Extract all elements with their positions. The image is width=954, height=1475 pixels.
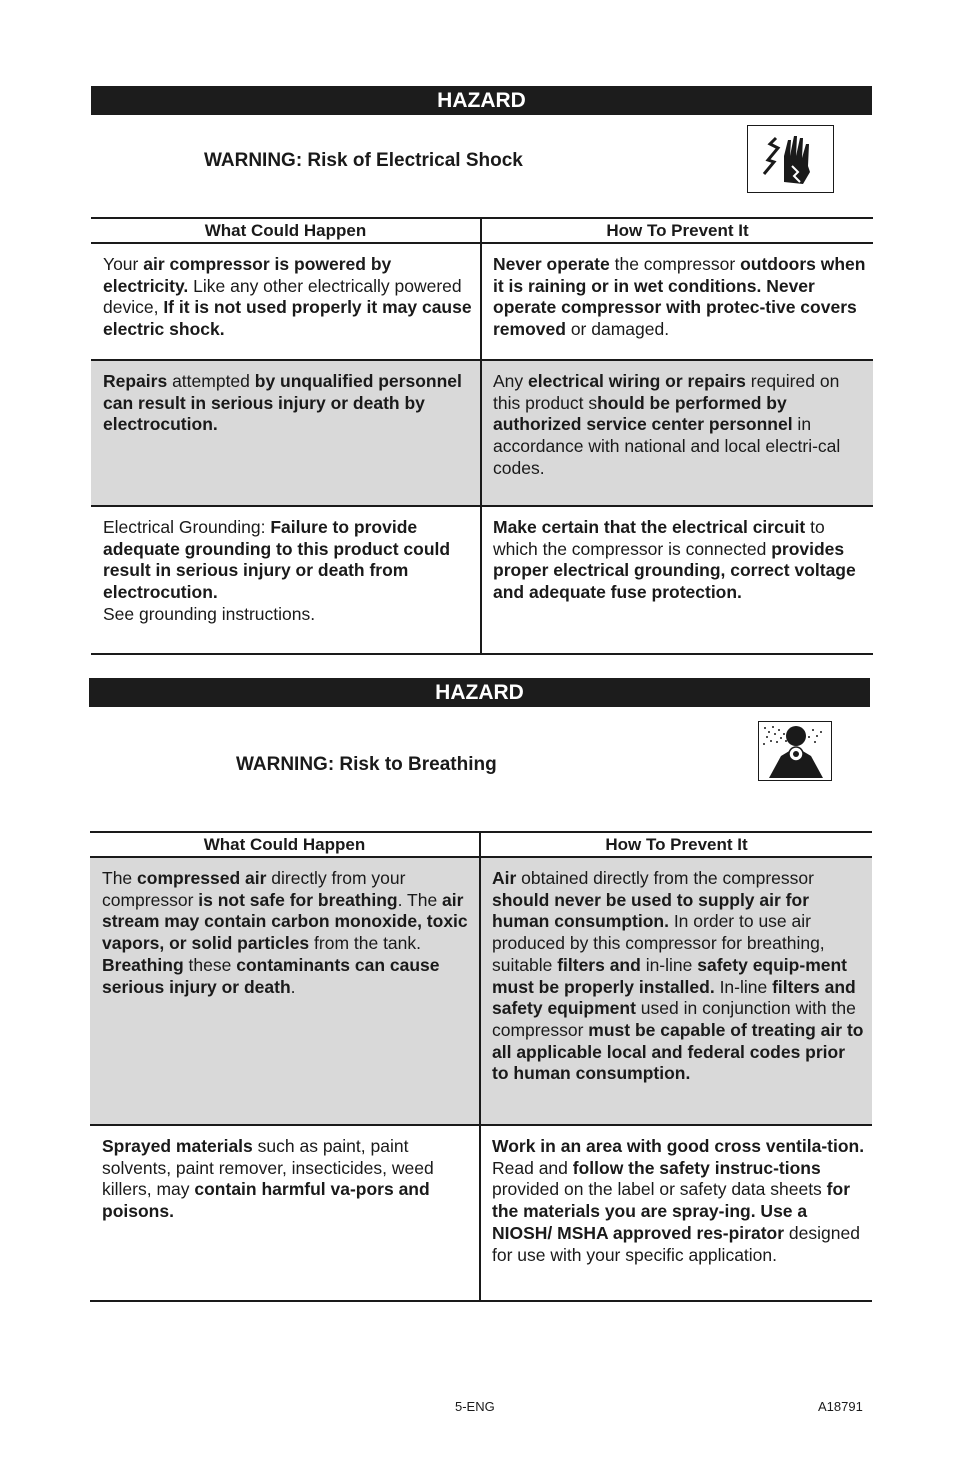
text-run: contain harmful va-pors and poisons. (102, 1179, 430, 1222)
text-run: obtained directly from the compressor (516, 868, 814, 888)
text-run: follow the safety instruc-tions (572, 1157, 821, 1178)
what-could-happen-cell (91, 507, 480, 653)
text-run: Work in an area with good cross ventila-tion. (492, 1136, 865, 1156)
text-run: The (102, 868, 138, 888)
text-run: should never be used to supply air for human consumption. (492, 889, 809, 932)
table-header (90, 831, 872, 858)
text-run: or damaged. (565, 319, 670, 340)
text-run: in accordance with national and local electri-cal codes. (493, 414, 841, 478)
text-run: In-line (714, 976, 773, 997)
text-run: required on this product s (493, 371, 840, 413)
text-run: attempted (167, 371, 255, 391)
how-to-prevent-cell (479, 858, 872, 1124)
column-header-prevent: How To Prevent It (479, 833, 872, 856)
text-run: . (290, 976, 296, 997)
text-run: See grounding instructions. (103, 603, 316, 624)
warning-title: WARNING: Risk to Breathing (236, 754, 497, 775)
how-to-prevent-cell (480, 361, 873, 505)
text-run: filters and safety equipment (492, 976, 856, 1019)
table-row (90, 1126, 872, 1302)
text-run: in-line (640, 954, 698, 975)
text-run: Electrical Grounding: (103, 517, 271, 537)
text-run: these (183, 954, 237, 975)
table-row (91, 361, 873, 507)
text-run: . The (397, 889, 443, 910)
text-run: by unqualified personnel can result in serious injury or death by electrocution. (103, 371, 462, 435)
text-run: the compressor (609, 254, 741, 274)
text-run: must be capable of treating air to all applicable local and federal codes prior to human consumption. (492, 1019, 864, 1084)
text-run: contaminants can cause serious injury or death (102, 954, 440, 997)
breathing-hazard-icon (758, 721, 832, 781)
text-run: Never operate (493, 254, 610, 274)
text-run: If it is not used properly it may cause electric shock. (103, 297, 472, 340)
hazard-table-breathing (90, 831, 872, 1302)
page-number: 5-ENG (455, 1399, 495, 1414)
text-run: Read and (492, 1157, 573, 1178)
table-row (91, 244, 873, 361)
what-could-happen-cell (90, 1126, 479, 1300)
how-to-prevent-cell (480, 507, 873, 653)
text-run: Like any other electrically powered device, (103, 275, 462, 318)
text-run: filters and (557, 954, 641, 975)
text-run: designed for use with your specific application. (492, 1222, 860, 1265)
what-could-happen-cell (91, 361, 480, 505)
text-run: Make certain that the electrical circuit (493, 517, 806, 537)
how-to-prevent-cell (479, 1126, 872, 1300)
text-run: air compressor is powered by electricity. (103, 254, 392, 296)
table-header (91, 217, 873, 244)
text-run: for the materials you are spray-ing. Use a NIOSH/ MSHA approved res-pirator (492, 1179, 850, 1243)
text-run: is not safe for breathing (198, 889, 398, 910)
text-run: Any (493, 371, 529, 391)
text-run: Air (492, 868, 517, 888)
document-code: A18791 (818, 1399, 863, 1414)
text-run: outdoors when it is raining or in wet conditions. Never operate compressor with protec-tive covers removed (493, 254, 866, 340)
text-run: used in conjunction with the compressor (492, 998, 856, 1040)
text-run: Failure to provide adequate grounding to this product could result in serious injury or death from electrocution. (103, 517, 451, 603)
text-run: directly from your compressor (102, 868, 406, 910)
text-run: provides proper electrical grounding, correct voltage and adequate fuse protection. (493, 538, 856, 603)
hazard-banner: HAZARD (89, 678, 870, 707)
text-run: provided on the label or safety data sheets (492, 1179, 827, 1200)
text-run: compressed air (137, 868, 267, 888)
text-run: to which the compressor is connected (493, 517, 825, 559)
column-header-prevent: How To Prevent It (480, 219, 873, 242)
table-row (90, 858, 872, 1126)
text-run: such as paint, paint solvents, paint remover, insecticides, weed killers, may (102, 1136, 434, 1200)
warning-title: WARNING: Risk of Electrical Shock (204, 150, 523, 171)
text-run: Your (103, 254, 144, 274)
text-run: electrical wiring or repairs (528, 371, 746, 391)
column-header-what: What Could Happen (203, 835, 366, 854)
text-run: In order to use air produced by this compressor for breathing, suitable (492, 911, 825, 975)
hazard-table-electrical (91, 217, 873, 655)
text-run: hould be performed by authorized service center personnel (493, 392, 793, 435)
text-run: from the tank. (309, 933, 422, 954)
hazard-banner: HAZARD (91, 86, 872, 115)
text-run: Sprayed materials (102, 1136, 253, 1156)
text-run: safety equip-ment must be properly installed. (492, 954, 847, 997)
how-to-prevent-cell (480, 244, 873, 359)
text-run: Breathing (102, 954, 184, 975)
text-run: air stream may contain carbon monoxide, toxic vapors, or solid particles (102, 889, 468, 954)
text-run: Repairs (103, 371, 168, 391)
what-could-happen-cell (90, 858, 479, 1124)
what-could-happen-cell (91, 244, 480, 359)
electrical-shock-hand-icon (747, 125, 834, 193)
column-header-what: What Could Happen (204, 221, 367, 240)
table-row (91, 507, 873, 655)
